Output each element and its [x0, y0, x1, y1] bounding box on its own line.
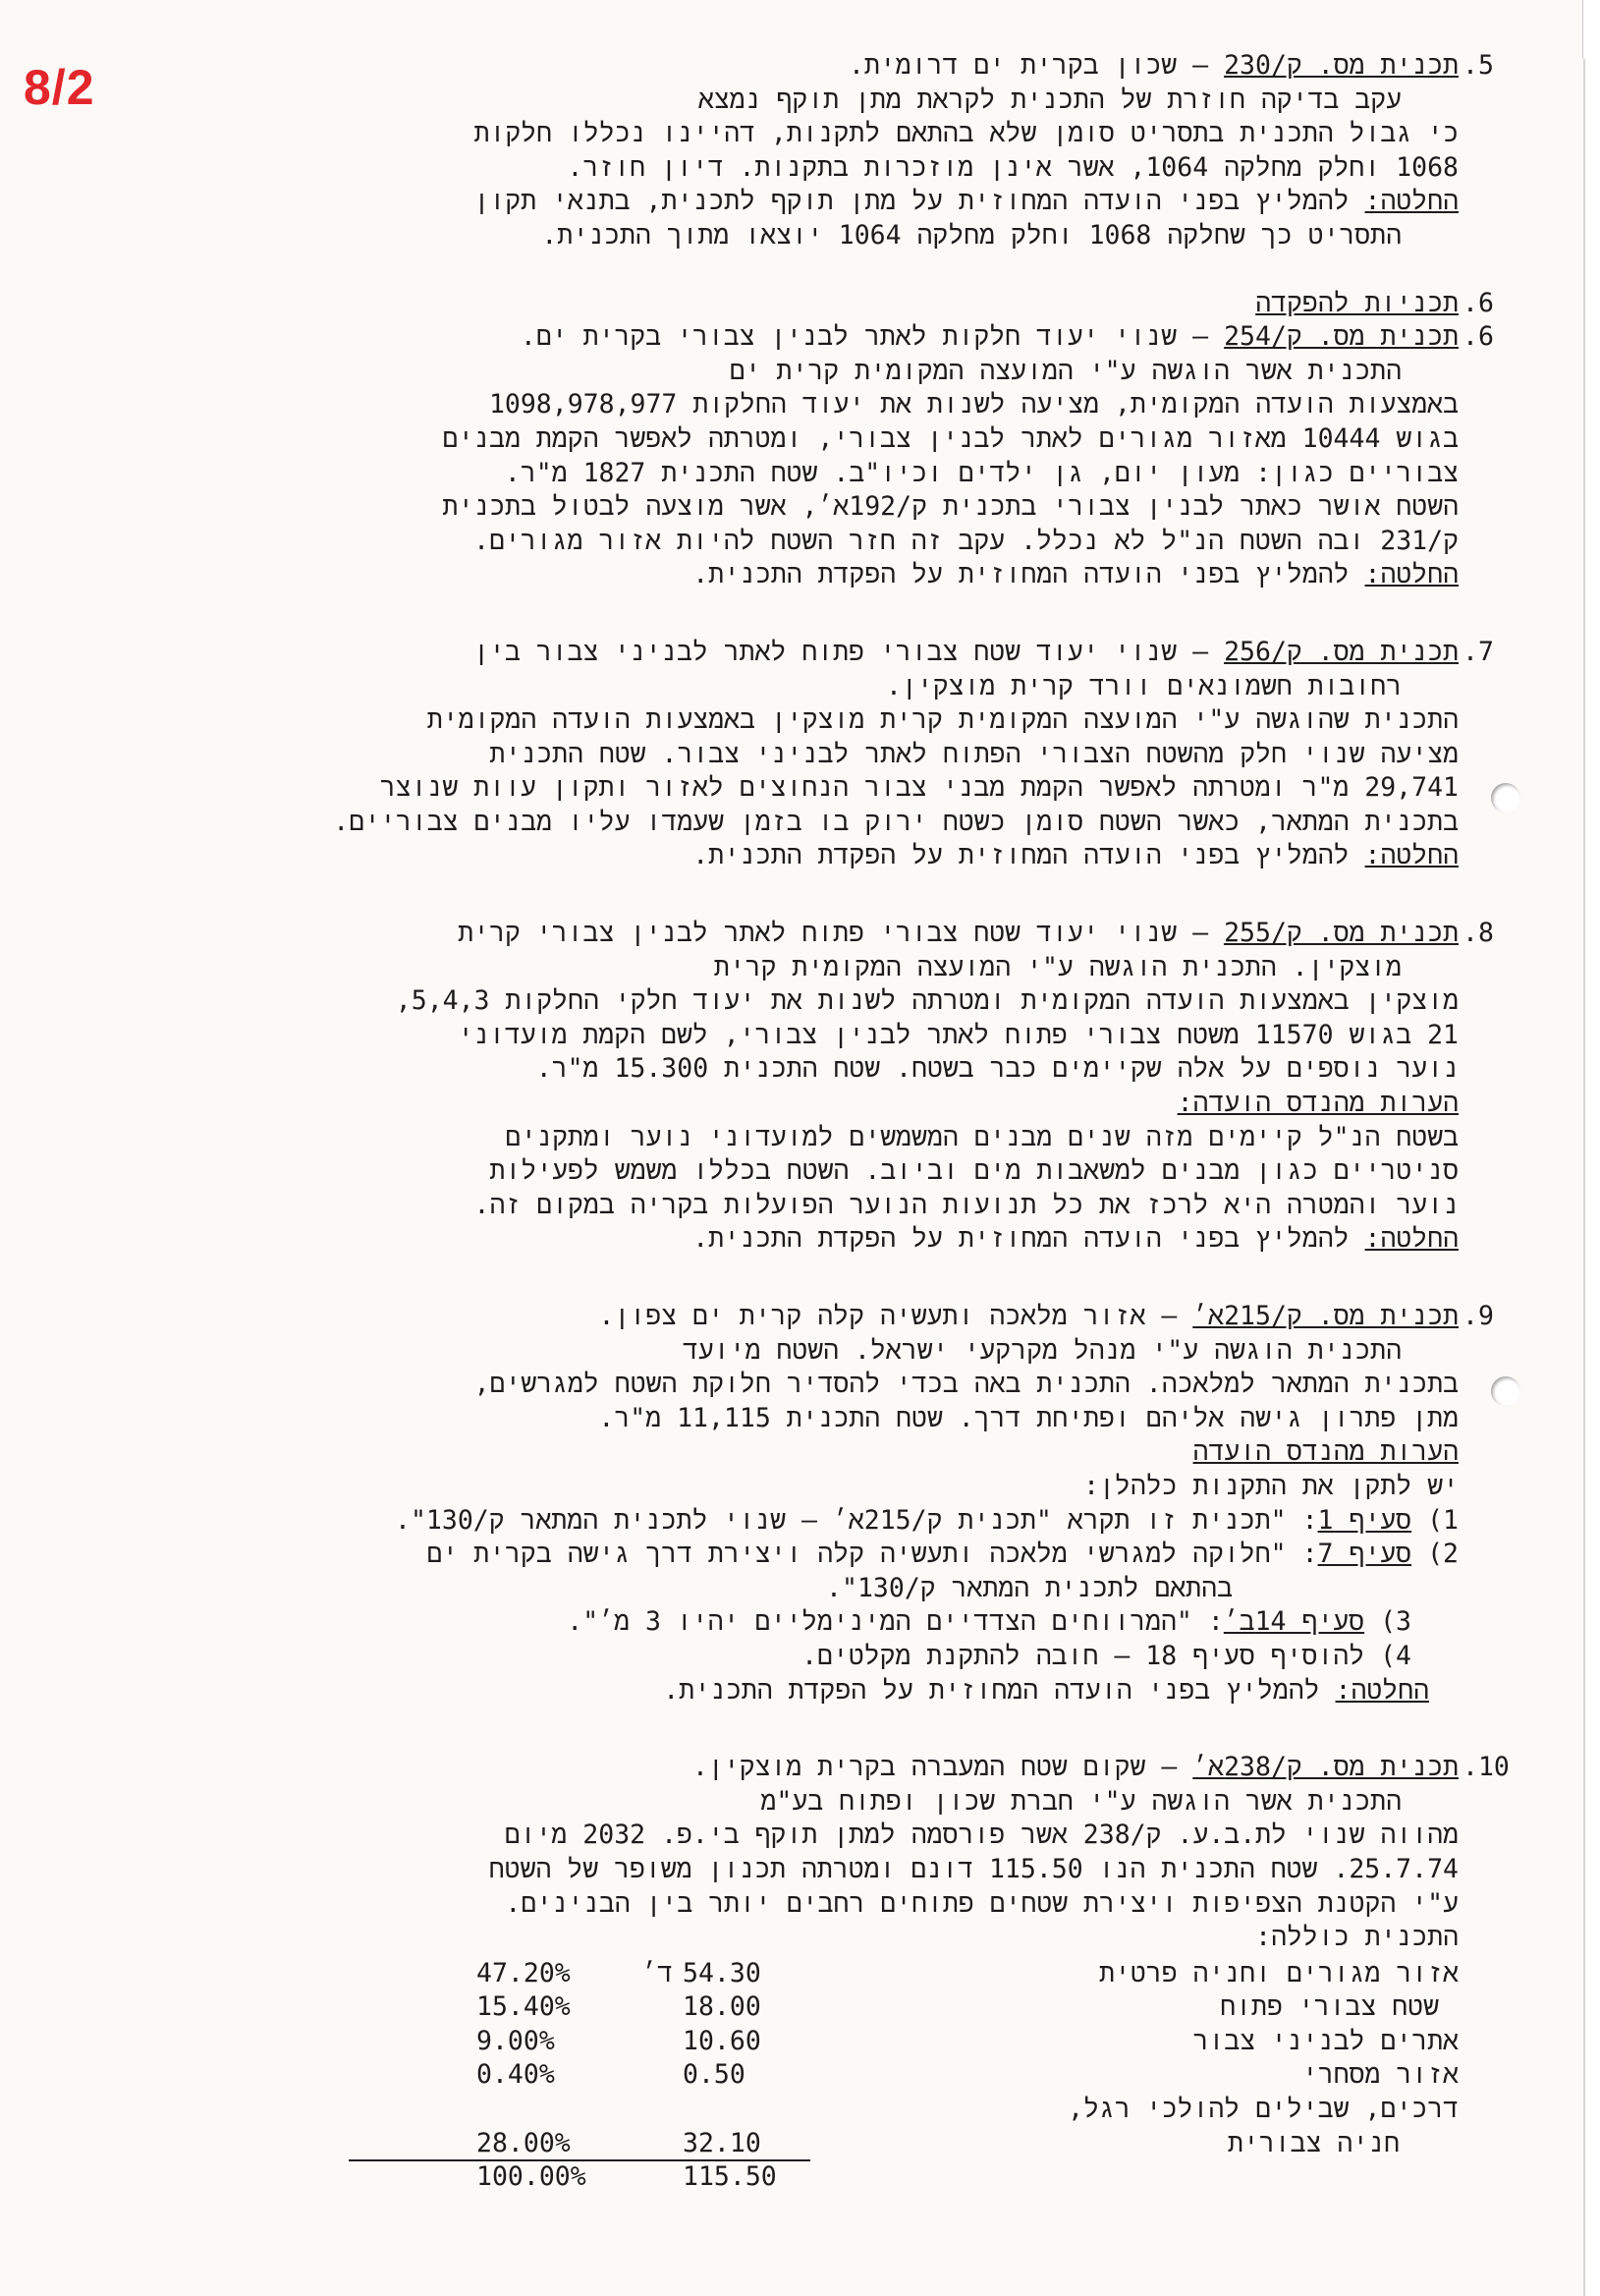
percent-value: 9.00%	[476, 2025, 555, 2056]
text-line: 21 בגוש 11570 משטח צבורי פתוח לאתר לבנין צבורי, לשם הקמת מועדוני	[458, 1019, 1459, 1050]
page-number-label: 8/2	[24, 60, 95, 115]
list-item: 1) סעיף 1: "תכנית זו תקרא "תכנית ק/215א׳ – שנוי לתכנית המתאר ק/130".	[395, 1504, 1459, 1536]
table-row	[49, 2093, 1459, 2127]
text-line: התכנית כוללה:	[1255, 1922, 1459, 1953]
page-edge	[1582, 0, 1600, 59]
text-line: ע"י הקטנת הצפיפות ויצירת שטחים פתוחים רחבים יותר בין הבנינים.	[505, 1887, 1459, 1919]
area-value: 54.30	[683, 1957, 761, 1988]
area-value: 32.10	[683, 2127, 761, 2158]
percent-value: 15.40%	[476, 1991, 571, 2023]
text-line: צבוריים כגון: מעון יום, גן ילדים וכיו"ב. שטח התכנית 1827 מ"ר.	[504, 457, 1459, 488]
section-8	[49, 917, 1494, 1257]
decision-label: החלטה:	[1364, 559, 1459, 590]
decision-label: החלטה:	[1364, 840, 1459, 871]
decision-text: להמליץ בפני הועדה המחוזית על הפקדת התכנית.	[692, 1223, 1365, 1255]
text-line: 25.7.74. שטח התכנית הנו 115.50 דונם ומטרתה תכנון משופר של השטח	[488, 1853, 1459, 1884]
plan-subject: – אזור מלאכה ותעשיה קלה קרית ים צפון.	[598, 1301, 1193, 1331]
text-line: מתן פתרון גישה אליהם ופתיחת דרך. שטח התכנית 11,115 מ"ר.	[598, 1402, 1459, 1433]
section-heading-deposit	[49, 287, 1494, 321]
section-number: .9	[1462, 1301, 1494, 1331]
decision-text: התסריט כך שחלקה 1068 וחלק מחלקה 1064 יוצאו מתוך התכנית.	[541, 219, 1402, 251]
text-line: בתכנית המתאר למלאכה. התכנית באה בכדי להסדיר חלוקת השטח למגרשים,	[473, 1369, 1459, 1400]
text-line: השטח אושר כאתר לבנין צבורי בתכנית ק/192א׳, אשר מוצעה לבטול בתכנית	[442, 491, 1459, 523]
text-line: 1068 וחלק מחלקה 1064, אשר אינן מוזכרות בתקנות. דיון חוזר.	[567, 151, 1459, 183]
section-9	[49, 1300, 1494, 1708]
plan-title: תכנית מס. ק/215א׳	[1192, 1301, 1459, 1331]
plan-subject: – שקום שטח המעברה בקרית מוצקין.	[691, 1752, 1193, 1783]
document-body	[49, 49, 1510, 2192]
plan-title: תכנית מס. ק/230	[1224, 50, 1459, 81]
decision-text: להמליץ בפני הועדה המחוזית על הפקדת התכנית.	[692, 559, 1365, 590]
percent-value: 28.00%	[476, 2127, 571, 2158]
list-item: 3) סעיף 14ב׳: "המרווחים הצדדיים המינימליים יהיו 3 מ׳".	[567, 1606, 1411, 1638]
row-label: דרכים, שבילים להולכי רגל,	[1068, 2094, 1459, 2125]
text-line: בשטח הנ"ל קיימים מזה שנים מבנים המשמשים למועדוני נוער ומתקנים	[505, 1121, 1459, 1152]
text-line: בגוש 10444 מאזור מגורים לאתר לבנין צבורי, ומטרתה לאפשר הקמת מבנים	[442, 422, 1459, 454]
list-item: 4) להוסיף סעיף 18 – חובה להתקנת מקלטים.	[801, 1640, 1411, 1671]
plan-subject: – שכון בקרית ים דרומית.	[849, 50, 1225, 81]
text-line: נוער נוספים על אלה שקיימים כבר בשטח. שטח התכנית 15.300 מ"ר.	[535, 1053, 1459, 1085]
section-heading: תכניות להפקדה	[1255, 287, 1459, 318]
text-line: מוצקין. התכנית הוגשה ע"י המועצה המקומית קרית	[713, 951, 1402, 982]
decision-text: להמליץ בפני הועדה המחוזית על הפקדת התכנית.	[663, 1674, 1336, 1706]
table-total-row	[49, 2160, 1459, 2195]
row-label: אזור מגורים וחניה פרטית	[1099, 1957, 1459, 1988]
percent-value: 47.20%	[476, 1957, 571, 1988]
text-line: נוער והמטרה היא לרכז את כל תנועות הנוער הפועלות בקריה במקום זה.	[473, 1189, 1459, 1220]
decision-label: החלטה:	[1364, 186, 1459, 217]
decision-text: להמליץ בפני הועדה המחוזית על מתן תוקף לתכנית, בתנאי תקון	[473, 186, 1365, 217]
decision-label: החלטה:	[1335, 1674, 1429, 1706]
text-line: באמצעות הועדה המקומית, מציעה לשנות את יעוד החלקות 1098,978,977	[488, 389, 1459, 420]
decision-label: החלטה:	[1364, 1223, 1459, 1255]
total-area: 115.50	[683, 2160, 777, 2192]
percent-value: 0.40%	[476, 2059, 555, 2091]
table-row	[49, 2058, 1459, 2093]
list-item: 2) סעיף 7: "חלוקה למגרשי מלאכה ותעשיה קלה ויצירת דרך גישה בקרית ים	[426, 1539, 1459, 1570]
table-row	[49, 2025, 1459, 2059]
text-line: ק/231 ובה השטח הנ"ל לא נכלל. עקב זה חזר השטח להיות אזור מגורים.	[473, 525, 1459, 556]
plan-title: תכנית מס. ק/255	[1224, 918, 1459, 949]
punch-hole	[1491, 1376, 1520, 1406]
text-line: עקב בדיקה חוזרת של התכנית לקראת מתן תוקף נמצא	[697, 84, 1402, 115]
text-line: כי גבול התכנית בתסריט סומן שלא בהתאם לתקנות, דהיינו נכללו חלקות	[473, 118, 1459, 149]
text-line: יש לתקן את התקנות כלהלן:	[1083, 1470, 1459, 1501]
text-line: רחובות חשמונאים וורד קרית מוצקין.	[885, 670, 1402, 701]
remarks-label: הערות מהנדס הועדה	[1192, 1436, 1459, 1468]
area-value: 10.60	[683, 2025, 761, 2056]
section-number: .6	[1462, 321, 1494, 353]
text-line: התכנית אשר הוגשה ע"י חברת שכון ופתוח בע"מ	[760, 1785, 1402, 1817]
plan-subject: – שנוי יעוד שטח צבורי פתוח לאתר לבנין צבורי קרית	[458, 918, 1225, 949]
section-10	[49, 1751, 1510, 2192]
text-line: מהווה שנוי לת.ב.ע. ק/238 אשר פורסמה למתן תוקף בי.פ. 2032 מיום	[504, 1820, 1459, 1851]
text-line: בתכנית המתאר, כאשר השטח סומן כשטח ירוק בו בזמן שעמדו עליו מבנים צבוריים.	[333, 806, 1459, 837]
plan-title: תכנית מס. ק/254	[1224, 321, 1459, 353]
punch-hole	[1491, 783, 1520, 812]
section-number: .10	[1462, 1752, 1510, 1783]
row-label: אזור מסחרי	[1301, 2059, 1459, 2091]
text-line: התכנית הוגשה ע"י מנהל מקרקעי ישראל. השטח מיועד	[683, 1334, 1402, 1366]
land-use-table	[49, 1957, 1459, 2192]
decision-text: להמליץ בפני הועדה המחוזית על הפקדת התכנית.	[692, 840, 1365, 871]
row-label: שטח צבורי פתוח	[1220, 1991, 1439, 2023]
list-item: בהתאם לתכנית המתאר ק/130".	[826, 1572, 1233, 1603]
section-number: .6	[1462, 287, 1494, 318]
section-number: .7	[1462, 636, 1494, 667]
remarks-label: הערות מהנדס הועדה:	[1177, 1088, 1459, 1119]
row-label: חניה צבורית	[1228, 2127, 1400, 2158]
area-value: 18.00	[683, 1991, 761, 2023]
text-line: התכנית אשר הוגשה ע"י המועצה המקומית קרית ים	[729, 355, 1402, 386]
plan-subject: – שנוי יעוד שטח צבורי פתוח לאתר לבניני צבור בין	[473, 636, 1225, 667]
unit-label: ד׳	[641, 1957, 673, 1988]
section-6	[49, 320, 1494, 592]
text-line: מציעה שנוי חלק מהשטח הצבורי הפתוח לאתר לבניני צבור. שטח התכנית	[489, 738, 1459, 769]
amendment-list	[49, 1504, 1459, 1674]
plan-subject: – שנוי יעוד חלקות לאתר לבנין צבורי בקרית ים.	[520, 321, 1225, 353]
section-5	[49, 49, 1494, 253]
area-value: 0.50	[683, 2059, 745, 2091]
table-row	[49, 1957, 1459, 1991]
text-line: התכנית שהוגשה ע"י המועצה המקומית קרית מוצקין באמצעות הועדה המקומית	[426, 704, 1459, 736]
table-row	[49, 2127, 1459, 2161]
section-number: .5	[1462, 50, 1494, 81]
plan-title: תכנית מס. ק/256	[1224, 636, 1459, 667]
text-line: סניטריים כגון מבנים למשאבות מים וביוב. השטח בכללו משמש לפעילות	[489, 1155, 1459, 1187]
total-percent: 100.00%	[476, 2160, 586, 2192]
plan-title: תכנית מס. ק/238א׳	[1192, 1752, 1459, 1783]
section-number: .8	[1462, 918, 1494, 949]
text-line: מוצקין באמצעות הועדה המקומית ומטרתה לשנות את יעוד חלקי החלקות 5,4,3,	[395, 985, 1459, 1017]
section-7	[49, 636, 1494, 873]
row-label: אתרים לבניני צבור	[1192, 2025, 1459, 2056]
table-row	[49, 1990, 1459, 2025]
text-line: 29,741 מ"ר ומטרתה לאפשר הקמת מבני צבור הנחוצים לאזור ותקון עוות שנוצר	[379, 772, 1459, 804]
